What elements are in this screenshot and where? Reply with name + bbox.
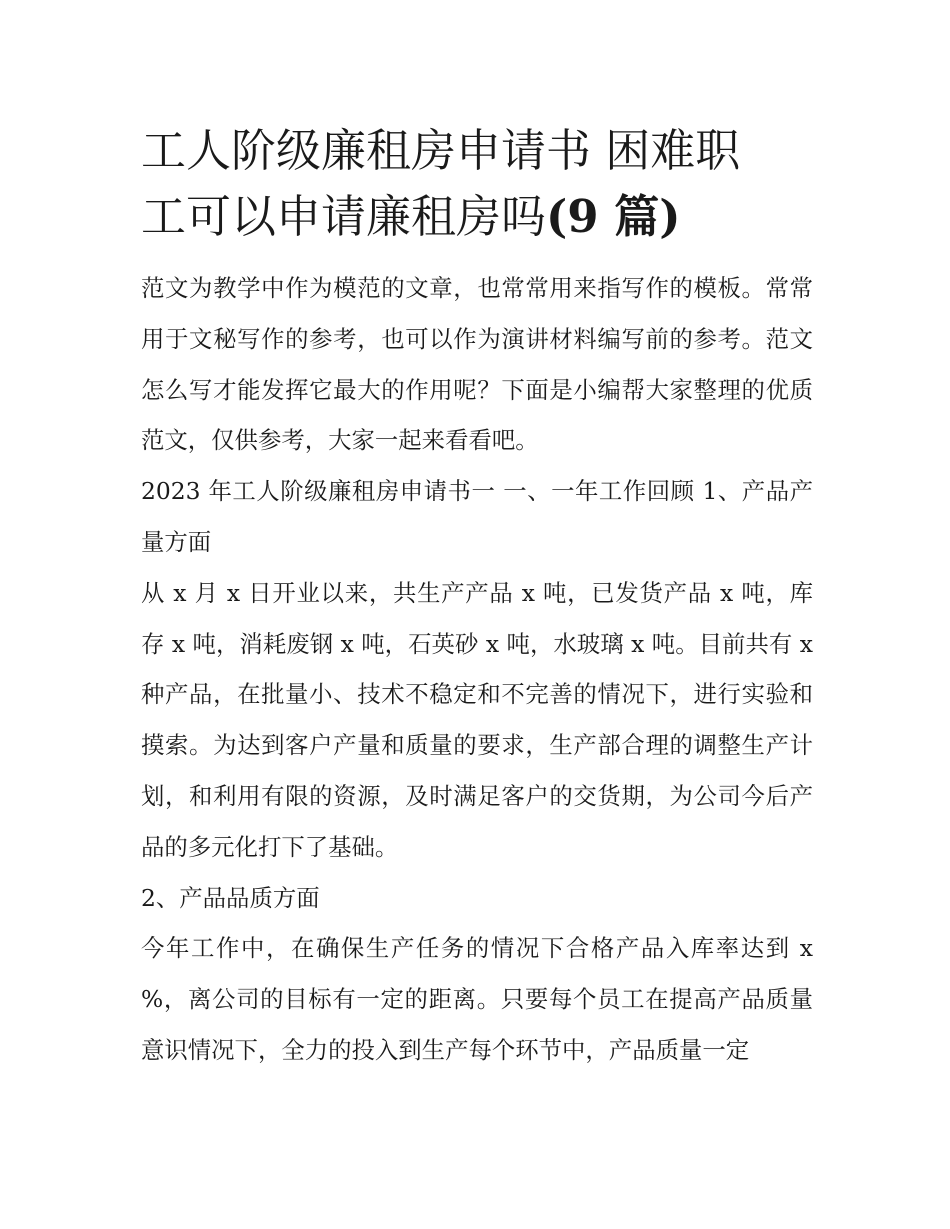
paragraph-quality-heading: 2、产品品质方面: [141, 883, 320, 912]
paragraph-production: 从 x 月 x 日开业以来，共生产产品 x 吨，已发货产品 x 吨，库存 x 吨，消耗废钢 x 吨，石英砂 x 吨，水玻璃 x 吨。目前共有 x 种产品，在批量小、技术不稳定和不完善的情况下，进行实验和摸索。为达到客户产量和质量的要求，生产部合理的调整生产计划，和利用有限的资源，及时满足客户的交货期，为公司今后产品的多元化打下了基础。: [141, 578, 813, 861]
paragraph-section-heading: 2023 年工人阶级廉租房申请书一 一、一年工作回顾 1、产品产量方面: [141, 477, 813, 556]
paragraph-intro: 范文为教学中作为模范的文章，也常常用来指写作的模板。常常用于文秘写作的参考，也可以作为演讲材料编写前的参考。范文怎么写才能发挥它最大的作用呢？下面是小编帮大家整理的优质范文，仅供参考，大家一起来看看吧。: [141, 274, 813, 455]
title-line-1: 工人阶级廉租房申请书 困难职: [141, 124, 741, 177]
title-count: (9 篇): [546, 190, 681, 243]
document-body: [141, 263, 813, 1076]
document-title: [141, 118, 813, 250]
paragraph-quality: 今年工作中，在确保生产任务的情况下合格产品入库率达到 x %，离公司的目标有一定的距离。只要每个员工在提高产品质量意识情况下，全力的投入到生产每个环节中，产品质量一定: [141, 934, 813, 1064]
title-line-2: 工可以申请廉租房吗: [141, 190, 547, 243]
document-page: [141, 118, 813, 1076]
